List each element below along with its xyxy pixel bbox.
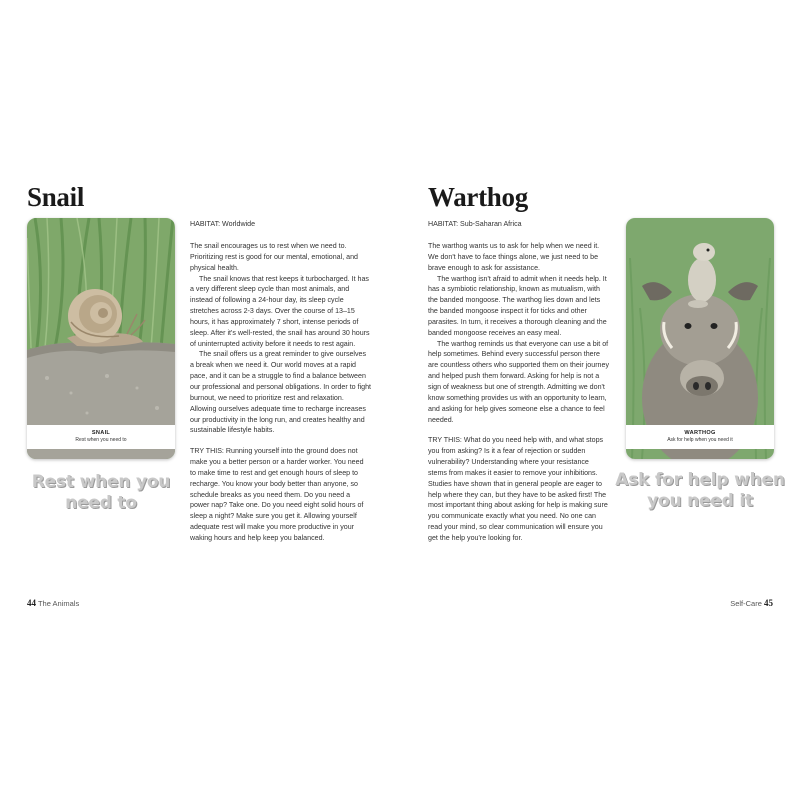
folio-left: [27, 598, 79, 608]
card-caption: Rest when you need to: [75, 437, 127, 443]
habitat-snail: HABITAT: Worldwide: [190, 220, 256, 228]
running-head: The Animals: [37, 599, 80, 608]
page-title-warthog: Warthog: [428, 182, 528, 212]
try-this-paragraph: TRY THIS: What do you need help with, and what stops you from asking? Is it a fear of rejection or sudden vulnerability? Understanding where your resistance stems from makes it easier to remove your inhibitions. Studies have shown that in general people are eager to help where they can, but they have to be asked first! The most important thing about asking for help is making sure you communicate exactly what you need. No one can read your mind, so clear communication will ensure you get the help you're looking for.: [428, 436, 608, 542]
paragraph: The snail offers us a great reminder to give ourselves a break when we need it. Our world moves at a rapid pace, and it can be a struggle to find a balance between our professional and personal obligations. In order to fight burnout, we need to prioritize rest and relaxation. Allowing ourselves adequate time to recharge increases our productivity in the long run, and creates healthy and sustainable lifestyle habits.: [190, 350, 372, 435]
warthog-illustration: [626, 218, 774, 459]
card-name: SNAIL: [91, 430, 111, 436]
paragraph: The snail knows that rest keeps it turbocharged. It has a very different sleep cycle than most animals, and instead of following a 24-hour day, its sleep cycle stretches across 2-3 days. Over the course of 13–15 hours, it has approximately 7 short, intense periods of sleep. After it's well-rested, the snail has around 30 hours of uninterrupted activity before it needs to rest again.: [190, 274, 370, 348]
affirmation-line: need to: [65, 493, 137, 513]
affirmation-line: you need it: [647, 491, 753, 511]
try-this-paragraph: TRY THIS: Running yourself into the ground does not make you a better person or a harder worker. You need to make time to rest and get enough hours of sleep to recharge. You know your body better than anyone, so schedule breaks as you need them. Do you need a power nap? Take one. Do you need eight solid hours of sleep a night? Make sure you get it. Allowing yourself adequate rest will make you more productive in your waking hours and help keep you balanced.: [190, 447, 364, 542]
folio-right: [730, 598, 773, 608]
paragraph: The warthog isn't afraid to admit when it needs help. It has a symbiotic relationship, known as mutualism, with the banded mongoose. The warthog lies down and lets the banded mongoose inspect it for ticks and other parasites. In turn, it receives a thorough cleaning and the banded mongoose receives an easy meal.: [428, 274, 607, 337]
running-head: Self-Care: [730, 599, 762, 608]
snail-body-text: [190, 241, 371, 544]
affirmation-line: Rest when you: [31, 472, 171, 492]
snail-illustration: [27, 218, 175, 459]
card-label: [27, 425, 175, 449]
paragraph: The warthog wants us to ask for help when we need it. We don't have to face things alone, we just need to be brave enough to ask for assistance.: [428, 242, 600, 272]
warthog-body-text: [428, 241, 609, 544]
card-name: WARTHOG: [684, 430, 716, 436]
snail-affirmation: [27, 472, 175, 514]
paragraph: The warthog reminds us that everyone can use a bit of help sometimes. Behind every successful person there are countless others who supported them on their journey and helped push them forward. Asking for help is not a sign of weakness but one of strength. Admitting we don't know something provides us with an opportunity to learn, and asking for help gives someone else a chance to feel needed.: [428, 339, 609, 424]
card-label: [626, 425, 774, 449]
habitat-warthog: HABITAT: Sub-Saharan Africa: [428, 220, 522, 228]
warthog-card: [626, 218, 774, 459]
page-number: 44: [27, 598, 36, 608]
affirmation-line: Ask for help when: [615, 470, 785, 490]
card-caption: Ask for help when you need it: [667, 437, 733, 443]
page-number: 45: [764, 598, 773, 608]
paragraph: The snail encourages us to rest when we need to. Prioritizing rest is good for our mental, emotional, and physical health.: [190, 242, 358, 272]
snail-card: [27, 218, 175, 459]
warthog-affirmation: [612, 470, 788, 512]
page-title-snail: Snail: [27, 182, 85, 212]
